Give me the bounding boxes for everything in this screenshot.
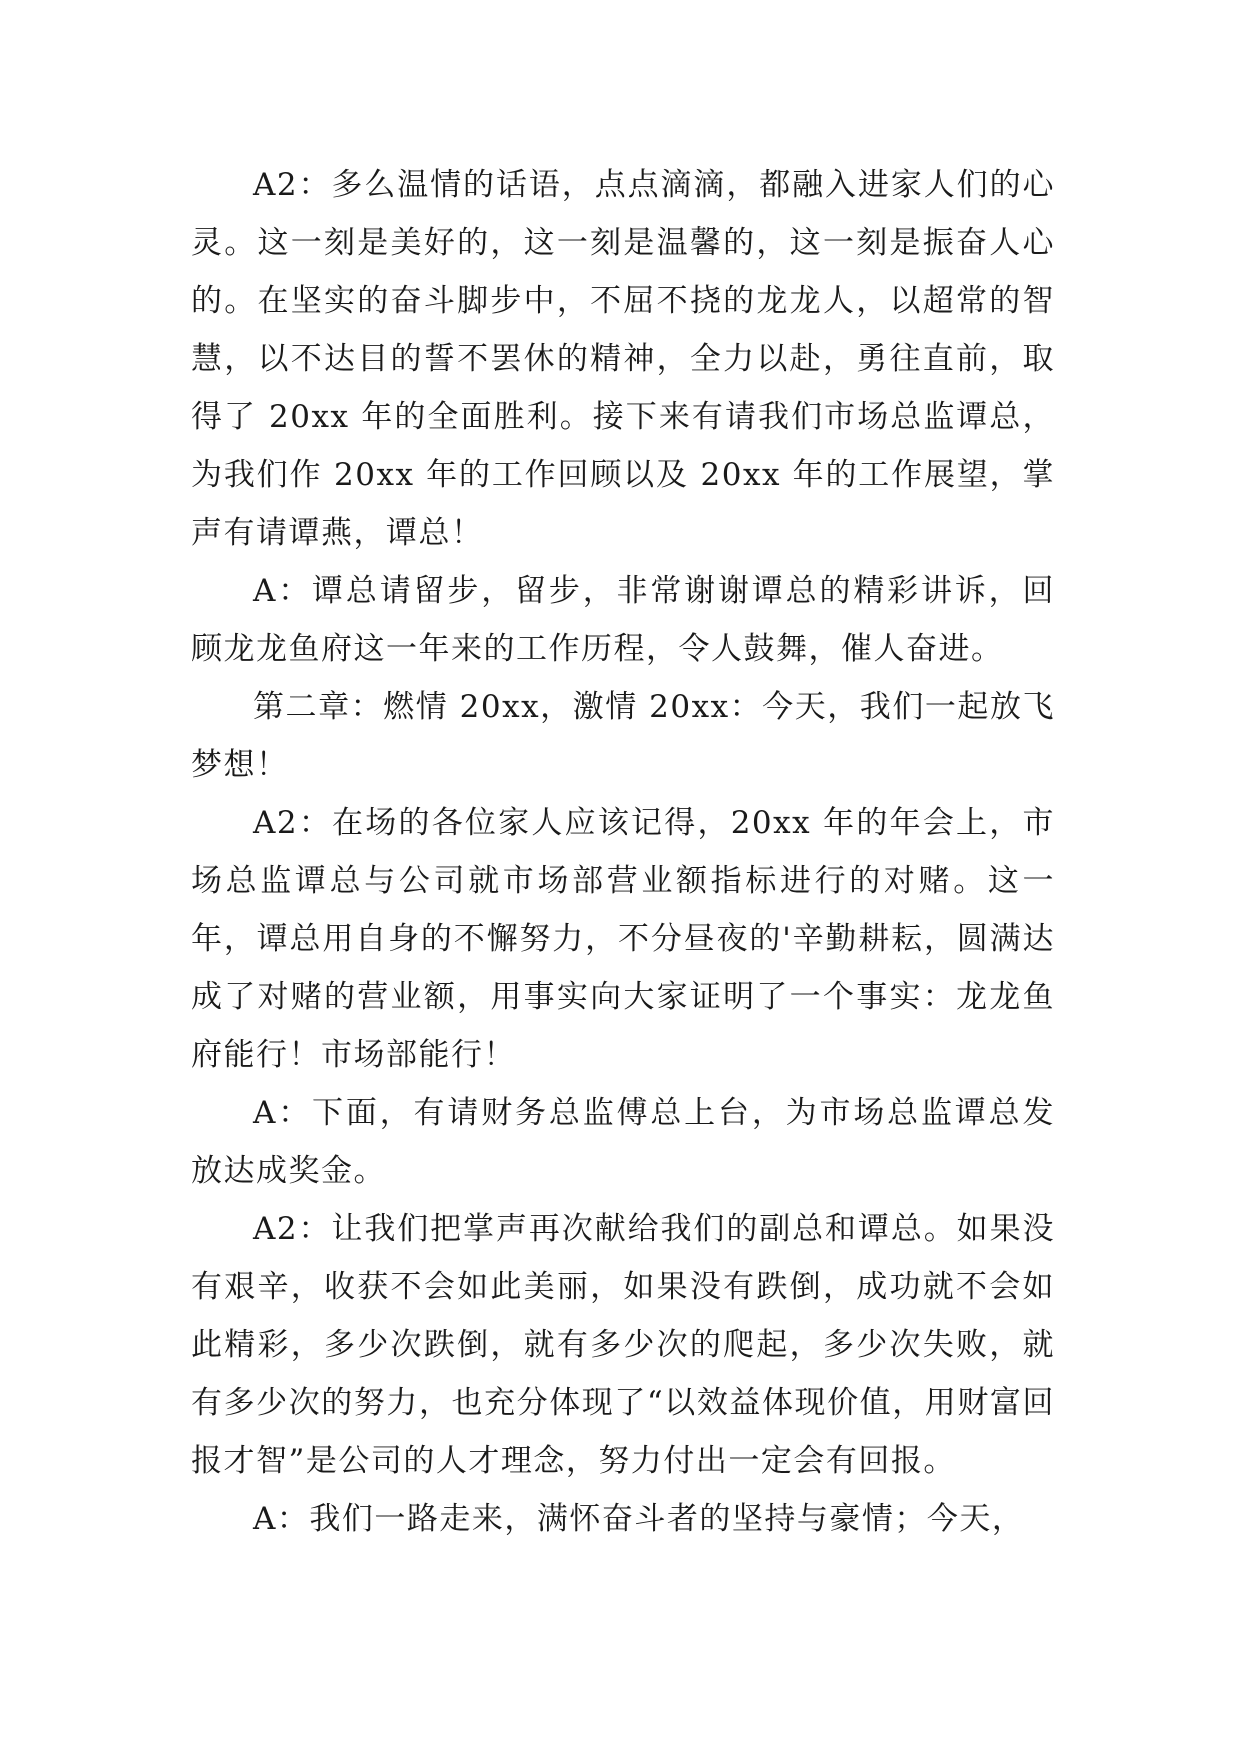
paragraph-a2-applause: A2：让我们把掌声再次献给我们的副总和谭总。如果没有艰辛，收获不会如此美丽，如果没有跌倒，成功就不会如此精彩，多少次跌倒，就有多少次的爬起，多少次失败，就有多少次的努力，也充分体现了“以效益体现价值，用财富回报才智”是公司的人才理念，努力付出一定会有回报。 xyxy=(191,1211,1055,1479)
paragraph-a2-warm-words: A2：多么温情的话语，点点滴滴，都融入进家人们的心灵。这一刻是美好的，这一刻是温馨的，这一刻是振奋人心的。在坚实的奋斗脚步中，不屈不挠的龙龙人，以超常的智慧，以不达目的誓不罢休的精神，全力以赴，勇往直前，取得了 20xx 年的全面胜利。接下来有请我们市场总监谭总，为我们作 20xx 年的工作回顾以及 20xx 年的工作展望，掌声有请谭燕，谭总！ xyxy=(191,167,1055,551)
paragraph-a-thanks: A：谭总请留步，留步，非常谢谢谭总的精彩讲诉，回顾龙龙鱼府这一年来的工作历程，令人鼓舞，催人奋进。 xyxy=(191,573,1055,667)
document-body xyxy=(191,156,1055,1548)
paragraph-a2-bet: A2：在场的各位家人应该记得，20xx 年的年会上，市场总监谭总与公司就市场部营业额指标进行的对赌。这一年，谭总用自身的不懈努力，不分昼夜的'辛勤耕耘，圆满达成了对赌的营业额，用事实向大家证明了一个事实：龙龙鱼府能行！市场部能行！ xyxy=(191,805,1055,1073)
paragraph-a-award: A：下面，有请财务总监傅总上台，为市场总监谭总发放达成奖金。 xyxy=(191,1095,1055,1189)
chapter-two-heading: 第二章：燃情 20xx，激情 20xx：今天，我们一起放飞梦想！ xyxy=(191,689,1055,783)
paragraph-a-journey: A：我们一路走来，满怀奋斗者的坚持与豪情；今天， xyxy=(253,1501,1025,1537)
